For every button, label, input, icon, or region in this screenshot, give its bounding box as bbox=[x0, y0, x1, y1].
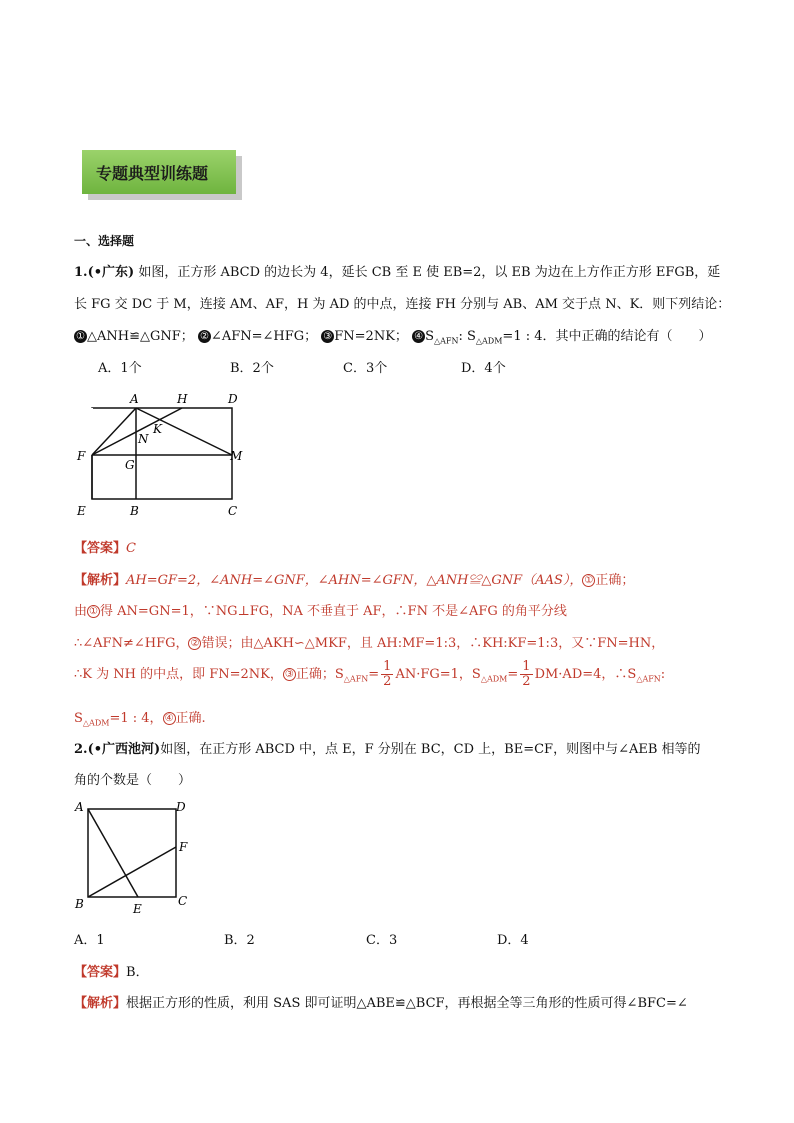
q1-analysis-line3 bbox=[74, 632, 664, 651]
q1-option-d: D．4个 bbox=[461, 361, 506, 376]
q2-segment-bf bbox=[88, 847, 176, 897]
q1-option-c: C．3个 bbox=[343, 361, 388, 376]
q1-fraction-1-num: 1 bbox=[383, 659, 392, 674]
q1-analysis-label: 【解析】 bbox=[74, 573, 127, 588]
q2-square-abcd bbox=[88, 809, 176, 897]
q2-analysis-text: 根据正方形的性质，利用 SAS 即可证明△ABE≌△BCF，再根据全等三角形的性质可得∠BFC=∠ bbox=[126, 996, 688, 1011]
q2-answer-label: 【答案】 bbox=[74, 965, 127, 980]
q1-source: (•广东) bbox=[87, 265, 135, 280]
q1-segment-fh bbox=[92, 408, 182, 455]
q2-line1 bbox=[74, 738, 701, 757]
circled-1: ① bbox=[74, 330, 87, 343]
section-heading: 一、选择题 bbox=[74, 234, 135, 248]
q1-square-abcd-outline bbox=[92, 408, 232, 499]
section-banner bbox=[82, 150, 236, 194]
q1-analysis-a3: ∴∠AFN≠∠HFG， bbox=[74, 636, 189, 651]
q1-fraction-2-num: 1 bbox=[522, 659, 531, 674]
q1-segment-am bbox=[136, 408, 232, 455]
q1-analysis-a4d-sub: △ADM bbox=[480, 674, 508, 684]
q2-option-b: B．2 bbox=[224, 933, 255, 948]
q2-label-c: C bbox=[178, 894, 188, 908]
q1-analysis-a1: AH=GF=2，∠ANH=∠GNF，∠AHN=∠GFN，△ANH≌△GNF（AAS）， bbox=[126, 573, 583, 588]
q1-line1 bbox=[74, 261, 720, 280]
q1-label-n: N bbox=[138, 432, 149, 446]
q1-label-g: G bbox=[125, 458, 135, 472]
q1-fraction-2 bbox=[520, 660, 532, 689]
q1-text-line1: 如图，正方形 ABCD 的边长为 4，延长 CB 至 E 使 EB=2，以 EB 为边在上方作正方形 EFGB，延 bbox=[138, 265, 721, 280]
q1-label-a: A bbox=[130, 392, 139, 406]
q2-analysis-label: 【解析】 bbox=[74, 996, 127, 1011]
q1-analysis-a4b-sub: △AFN bbox=[343, 674, 369, 684]
q1-analysis-line5 bbox=[74, 707, 206, 728]
q1-option-a: A．1个 bbox=[98, 361, 142, 376]
q1-analysis-a5-sub: △ADM bbox=[82, 718, 110, 728]
q1-analysis-a5c: 正确. bbox=[175, 711, 206, 726]
q1-analysis-a4f-sub: △AFN bbox=[636, 674, 661, 684]
q1-c4-pre: S bbox=[425, 329, 434, 344]
q1-analysis-line2 bbox=[74, 600, 567, 619]
q2-option-d: D．4 bbox=[497, 933, 529, 948]
q1-fraction-2-den: 2 bbox=[522, 674, 531, 689]
q1-option-b: B．2个 bbox=[230, 361, 274, 376]
circled-1-ref2: ① bbox=[87, 605, 100, 618]
q1-label-f: F bbox=[77, 449, 86, 463]
q1-label-c: C bbox=[228, 504, 238, 518]
circled-2: ② bbox=[198, 330, 211, 343]
q2-answer bbox=[74, 961, 149, 980]
q1-analysis-a4a: ∴K 为 NH 的中点，即 FN=2NK， bbox=[74, 667, 283, 682]
q1-analysis-line4 bbox=[74, 660, 665, 689]
circled-3: ③ bbox=[321, 330, 334, 343]
q1-analysis-a4g: : bbox=[660, 667, 666, 682]
q1-analysis-a4d: AN·FG=1，S bbox=[395, 667, 481, 682]
q1-conclusion-3: FN=2NK； bbox=[334, 329, 408, 344]
circled-2-ref: ② bbox=[188, 637, 201, 650]
q2-label-a: A bbox=[75, 800, 84, 814]
q1-analysis-a4b: 正确；S bbox=[295, 667, 344, 682]
q1-analysis-a2: 得 AN=GN=1，∵NG⊥FG，NA 不垂直于 AF，∴FN 不是∠AFG 的角平分线 bbox=[100, 604, 567, 619]
q1-analysis-a2-pre: 由 bbox=[74, 604, 88, 619]
q1-figure bbox=[70, 385, 250, 520]
q1-conclusions bbox=[74, 325, 712, 346]
q2-label-d: D bbox=[176, 800, 186, 814]
q1-analysis-a1-end: 正确； bbox=[595, 573, 635, 588]
q1-analysis-a4c: = bbox=[368, 667, 380, 682]
q1-fraction-1 bbox=[381, 660, 393, 689]
q1-label-h: H bbox=[177, 392, 188, 406]
q1-fraction-1-den: 2 bbox=[383, 674, 392, 689]
q2-option-a: A．1 bbox=[74, 933, 105, 948]
q1-conclusion-1: △ANH≌△GNF； bbox=[87, 329, 194, 344]
q2-text-line1: 如图，在正方形 ABCD 中，点 E，F 分别在 BC，CD 上，BE=CF，则图中与∠AEB 相等的 bbox=[160, 742, 701, 757]
q1-c4-mid: : S bbox=[458, 329, 476, 344]
q2-number: 2. bbox=[74, 742, 88, 757]
q1-label-d: D bbox=[228, 392, 238, 406]
q2-label-e: E bbox=[133, 902, 142, 916]
q1-analysis-line1 bbox=[74, 569, 634, 588]
q1-number: 1. bbox=[74, 265, 88, 280]
circled-3-ref: ③ bbox=[283, 668, 296, 681]
q1-answer-label: 【答案】 bbox=[74, 541, 127, 556]
q1-label-b: B bbox=[130, 504, 139, 518]
circled-1-ref: ① bbox=[582, 574, 595, 587]
q1-analysis-a5a: S bbox=[74, 711, 83, 726]
banner-title: 专题典型训练题 bbox=[96, 164, 209, 183]
q2-label-f: F bbox=[179, 840, 188, 854]
q2-analysis bbox=[74, 992, 688, 1011]
q1-answer bbox=[74, 537, 136, 556]
q1-answer-value: C bbox=[126, 541, 136, 556]
q1-analysis-a4e: = bbox=[507, 667, 519, 682]
q1-analysis-a3-end: 错误；由△AKH∽△MKF，且 AH:MF=1:3，∴KH:KF=1:3，又∵FN=HN， bbox=[201, 636, 665, 651]
q2-label-b: B bbox=[75, 897, 84, 911]
circled-4-ref: ④ bbox=[163, 712, 176, 725]
q1-analysis-a4f: DM·AD=4，∴S bbox=[534, 667, 637, 682]
q2-answer-value: B． bbox=[126, 965, 149, 980]
q2-segment-ae bbox=[88, 809, 138, 897]
q1-label-e: E bbox=[77, 504, 86, 518]
q1-text-line2: 长 FG 交 DC 于 M，连接 AM、AF，H 为 AD 的中点，连接 FH 分别与 AB、AM 交于点 N、K．则下列结论： bbox=[74, 297, 731, 312]
q2-source: (•广西池河) bbox=[87, 742, 161, 757]
q1-c4-post: =1 : 4．其中正确的结论有（ ） bbox=[502, 329, 712, 344]
q2-option-c: C．3 bbox=[366, 933, 398, 948]
q2-figure bbox=[70, 795, 200, 920]
circled-4: ④ bbox=[412, 330, 425, 343]
q1-c4-sub1: △AFN bbox=[433, 336, 459, 346]
q1-c4-sub2: △ADM bbox=[475, 336, 503, 346]
q1-label-k: K bbox=[153, 422, 162, 436]
q2-text-line2: 角的个数是（ ） bbox=[74, 773, 192, 788]
q1-label-m: M bbox=[230, 449, 243, 463]
q1-segment-af bbox=[92, 408, 136, 455]
q1-analysis-a5b: =1 : 4， bbox=[109, 711, 163, 726]
q1-conclusion-2: ∠AFN=∠HFG； bbox=[210, 329, 318, 344]
